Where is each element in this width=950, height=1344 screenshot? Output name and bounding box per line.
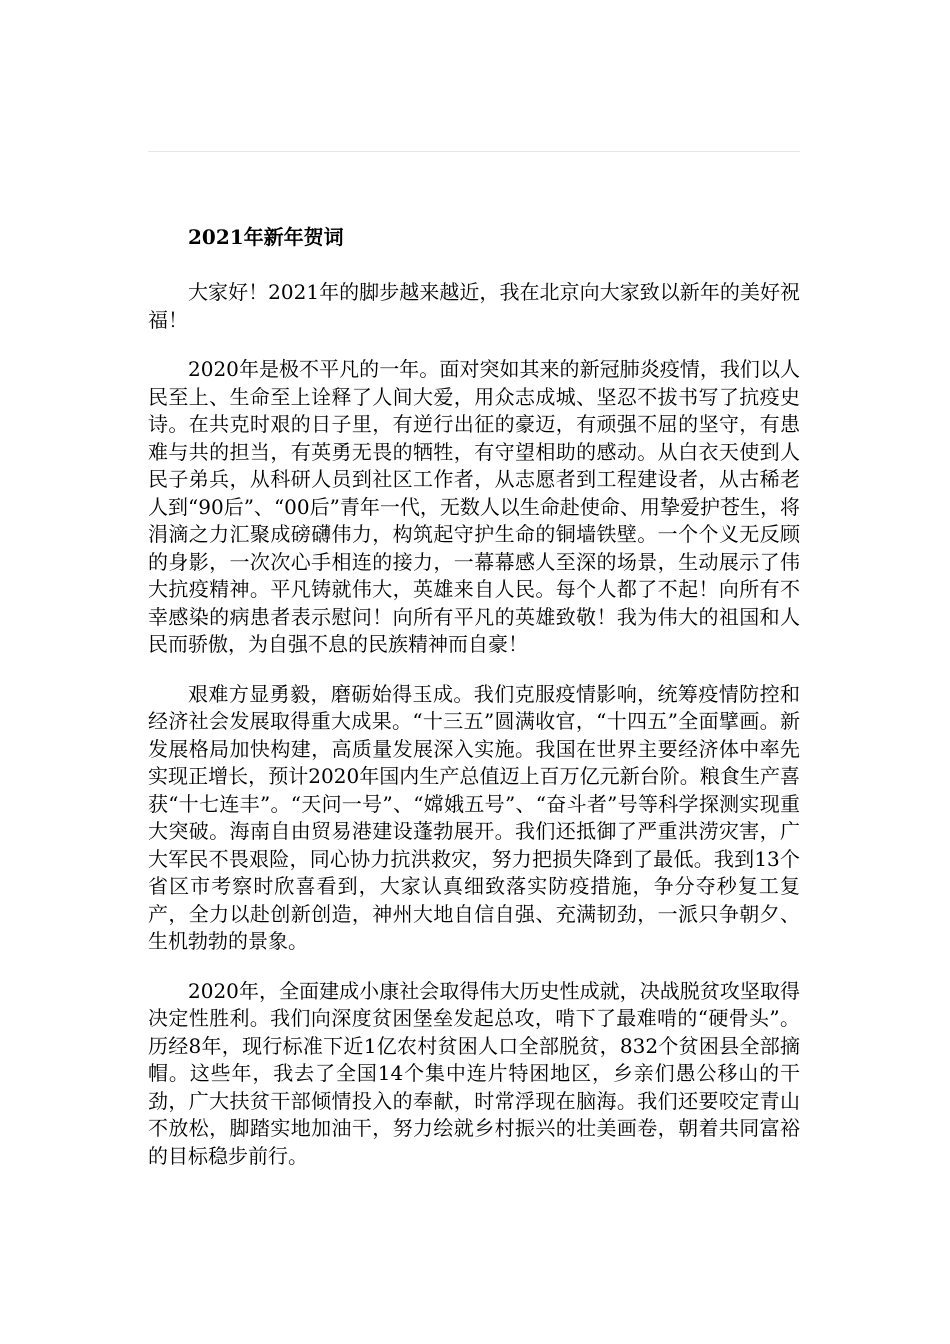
paragraph-greeting: 大家好！2021年的脚步越来越近，我在北京向大家致以新年的美好祝福！: [148, 280, 800, 332]
document-title: 2021年新年贺词: [188, 225, 344, 249]
header-divider: [148, 151, 800, 152]
paragraph-pandemic: 2020年是极不平凡的一年。面对突如其来的新冠肺炎疫情，我们以人民至上、生命至上诠释了人间大爱，用众志成城、坚忍不拔书写了抗疫史诗。在共克时艰的日子里，有逆行出征的豪迈，有顽强不屈的坚守，有患难与共的担当，有英勇无畏的牺牲，有守望相助的感动。从白衣天使到人民子弟兵，从科研人员到社区工作者，从志愿者到工程建设者，从古稀老人到“90后”、“00后”青年一代，无数人以生命赴使命、用挚爱护苍生，将涓滴之力汇聚成磅礴伟力，构筑起守护生命的铜墙铁壁。一个个义无反顾的身影，一次次心手相连的接力，一幕幕感人至深的场景，生动展示了伟大抗疫精神。平凡铸就伟大，英雄来自人民。每个人都了不起！向所有不幸感染的病患者表示慰问！向所有平凡的英雄致敬！我为伟大的祖国和人民而骄傲，为自强不息的民族精神而自豪！: [148, 357, 800, 656]
document-body: [148, 222, 800, 1192]
paragraph-achievements: 艰难方显勇毅，磨砺始得玉成。我们克服疫情影响，统筹疫情防控和经济社会发展取得重大成果。“十三五”圆满收官，“十四五”全面擘画。新发展格局加快构建，高质量发展深入实施。我国在世界主要经济体中率先实现正增长，预计2020年国内生产总值迈上百万亿元新台阶。粮食生产喜获“十七连丰”。“天问一号”、“嫦娥五号”、“奋斗者”号等科学探测实现重大突破。海南自由贸易港建设蓬勃展开。我们还抵御了严重洪涝灾害，广大军民不畏艰险，同心协力抗洪救灾，努力把损失降到了最低。我到13个省区市考察时欣喜看到，大家认真细致落实防疫措施，争分夺秒复工复产，全力以赴创新创造，神州大地自信自强、充满韧劲，一派只争朝夕、生机勃勃的景象。: [148, 681, 800, 953]
paragraph-poverty: 2020年，全面建成小康社会取得伟大历史性成就，决战脱贫攻坚取得决定性胜利。我们向深度贫困堡垒发起总攻，啃下了最难啃的“硬骨头”。历经8年，现行标准下近1亿农村贫困人口全部脱贫，832个贫困县全部摘帽。这些年，我去了全国14个集中连片特困地区，乡亲们愚公移山的干劲，广大扶贫干部倾情投入的奉献，时常浮现在脑海。我们还要咬定青山不放松，脚踏实地加油干，努力绘就乡村振兴的壮美画卷，朝着共同富裕的目标稳步前行。: [148, 978, 800, 1168]
